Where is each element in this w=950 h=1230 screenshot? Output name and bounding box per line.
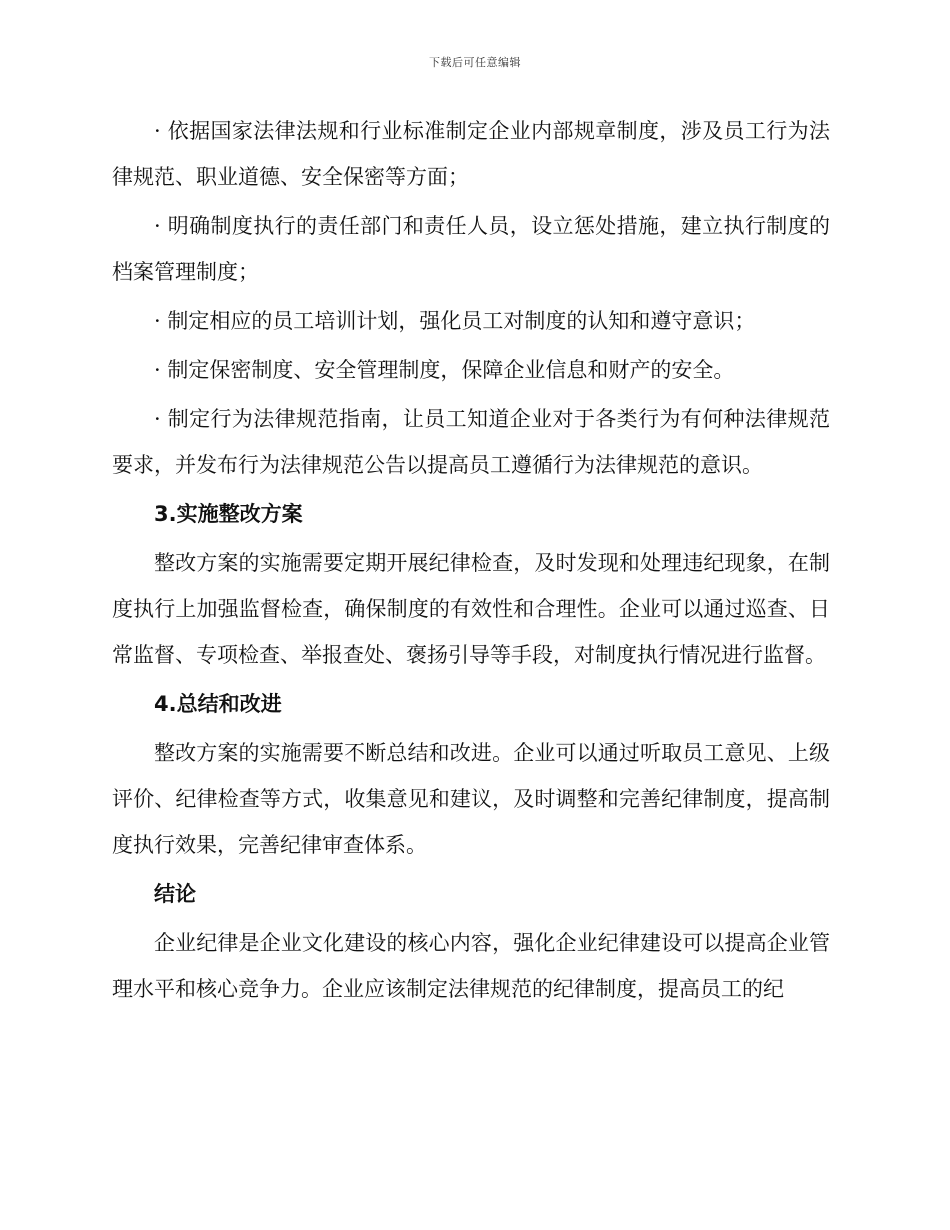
bullet-item-training: · 制定相应的员工培训计划，强化员工对制度的认知和遵守意识； <box>154 309 756 333</box>
bullet-item-responsibility: · 明确制度执行的责任部门和责任人员，设立惩处措施，建立执行制度的档案管理制度； <box>112 214 830 284</box>
body-paragraph-conclusion: 企业纪律是企业文化建设的核心内容，强化企业纪律建设可以提高企业管理水平和核心竞争力。企业应该制定法律规范的纪律制度，提高员工的纪 <box>112 931 830 1001</box>
bullet-item-security: · 制定保密制度、安全管理制度，保障企业信息和财产的安全。 <box>154 358 735 382</box>
body-paragraph-implementation: 整改方案的实施需要定期开展纪律检查，及时发现和处理违纪现象，在制度执行上加强监督检查，确保制度的有效性和合理性。企业可以通过巡查、日常监督、专项检查、举报查处、褒扬引导等手段，对制度执行情况进行监督。 <box>112 551 830 667</box>
bullet-item-regulations: · 依据国家法律法规和行业标准制定企业内部规章制度，涉及员工行为法律规范、职业道德、安全保密等方面； <box>112 119 830 189</box>
section-heading-summary: 4.总结和改进 <box>154 692 282 716</box>
section-heading-implementation: 3.实施整改方案 <box>154 502 303 526</box>
document-body <box>112 108 830 1015</box>
body-paragraph-summary: 整改方案的实施需要不断总结和改进。企业可以通过听取员工意见、上级评价、纪律检查等方式，收集意见和建议，及时调整和完善纪律制度，提高制度执行效果，完善纪律审查体系。 <box>112 741 830 857</box>
bullet-item-guidelines: · 制定行为法律规范指南，让员工知道企业对于各类行为有何种法律规范要求，并发布行为法律规范公告以提高员工遵循行为法律规范的意识。 <box>112 407 830 477</box>
section-heading-conclusion: 结论 <box>154 882 196 906</box>
page-header: 下载后可任意编辑 <box>429 56 521 69</box>
